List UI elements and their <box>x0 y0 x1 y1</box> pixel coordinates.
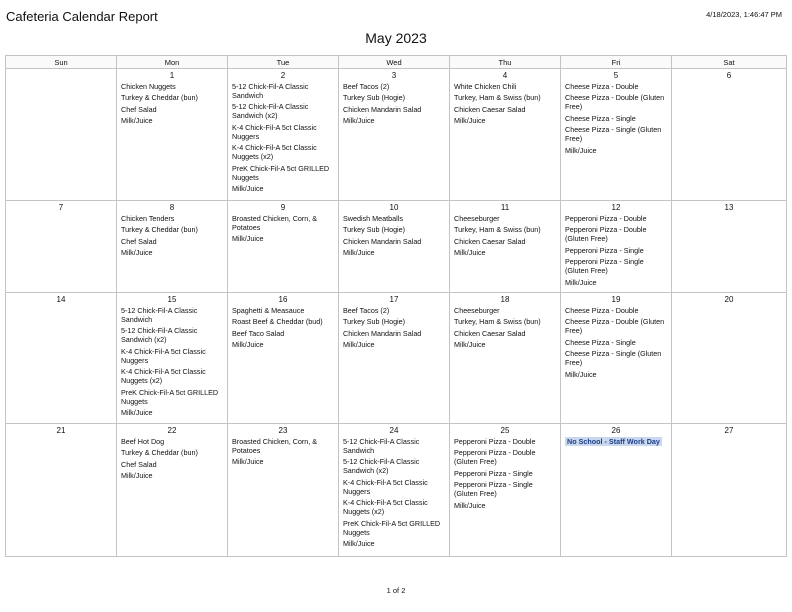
day-number: 13 <box>724 203 734 212</box>
menu-item: K-4 Chick-Fil-A 5ct Classic Nuggers <box>343 477 428 496</box>
menu-item: Milk/Juice <box>121 407 153 417</box>
day-cell <box>6 201 117 293</box>
day-number: 17 <box>389 295 399 304</box>
day-cell <box>117 201 228 293</box>
menu-item: Milk/Juice <box>232 234 264 244</box>
menu-item: Milk/Juice <box>565 145 597 155</box>
day-number: 8 <box>169 203 175 212</box>
menu-item: Milk/Juice <box>454 116 486 126</box>
menu-item: Milk/Juice <box>232 183 264 193</box>
menu-item: Milk/Juice <box>454 500 486 510</box>
menu-item: Roast Beef & Cheddar (bud) <box>232 317 323 327</box>
menu-item: Chicken Caesar Salad <box>454 328 526 338</box>
menu-item: Pepperoni Pizza - Double <box>454 437 536 446</box>
day-cell <box>561 201 672 293</box>
month-title: May 2023 <box>365 30 427 46</box>
weekday-header: Mon <box>117 56 228 69</box>
day-cell <box>339 293 450 424</box>
day-cell <box>450 201 561 293</box>
menu-item: Broasted Chicken, Corn, & Potatoes <box>232 437 318 455</box>
menu-item: Turkey, Ham & Swiss (bun) <box>454 317 541 327</box>
menu-item: Pepperoni Pizza - Double <box>565 214 647 223</box>
menu-item: PreK Chick-Fil-A 5ct GRILLED Nuggets <box>232 163 330 182</box>
day-number: 25 <box>500 426 510 435</box>
day-cell <box>339 69 450 201</box>
menu-item: Milk/Juice <box>121 116 153 126</box>
menu-item: Turkey & Cheddar (bun) <box>121 93 198 103</box>
menu-item: Pepperoni Pizza - Double (Gluten Free) <box>454 448 536 467</box>
weekday-header: Sun <box>6 56 117 69</box>
day-cell <box>6 424 117 557</box>
day-cell <box>561 293 672 424</box>
menu-item: Broasted Chicken, Corn, & Potatoes <box>232 214 318 232</box>
day-cell <box>672 69 787 201</box>
day-number: 19 <box>611 295 621 304</box>
menu-item: Cheese Pizza - Single <box>565 113 636 123</box>
day-cell <box>117 69 228 201</box>
menu-item: Cheeseburger <box>454 306 500 315</box>
day-cell <box>117 293 228 424</box>
calendar-grid <box>5 55 787 557</box>
menu-item: Pepperoni Pizza - Single (Gluten Free) <box>454 480 533 499</box>
menu-item: Turkey, Ham & Swiss (bun) <box>454 93 541 103</box>
day-number: 6 <box>726 71 732 80</box>
day-number: 23 <box>278 426 288 435</box>
day-cell <box>672 424 787 557</box>
menu-item: Turkey & Cheddar (bun) <box>121 448 198 458</box>
menu-item: K-4 Chick-Fil-A 5ct Classic Nuggets (x2) <box>232 143 317 162</box>
page-number: 1 of 2 <box>386 586 406 595</box>
day-cell <box>672 201 787 293</box>
menu-item: Milk/Juice <box>565 277 597 287</box>
day-number: 16 <box>278 295 288 304</box>
day-cell <box>228 69 339 201</box>
menu-item: Milk/Juice <box>232 457 264 467</box>
menu-item: Beef Hot Dog <box>121 437 165 446</box>
weekday-header-row <box>6 56 787 69</box>
day-cell <box>228 424 339 557</box>
menu-item: Cheese Pizza - Single (Gluten Free) <box>565 349 662 368</box>
menu-item: Cheese Pizza - Double (Gluten Free) <box>565 93 665 112</box>
menu-item: Turkey Sub (Hogie) <box>343 225 406 235</box>
weekday-header: Sat <box>672 56 787 69</box>
day-cell <box>450 424 561 557</box>
menu-item: Turkey, Ham & Swiss (bun) <box>454 225 541 235</box>
weekday-header: Fri <box>561 56 672 69</box>
day-cell <box>228 293 339 424</box>
menu-item: Milk/Juice <box>343 538 375 548</box>
day-number: 1 <box>169 71 175 80</box>
day-number: 7 <box>58 203 64 212</box>
day-number: 26 <box>611 426 621 435</box>
menu-item: 5-12 Chick-Fil-A Classic Sandwich (x2) <box>121 326 198 345</box>
menu-item: Cheeseburger <box>454 214 500 223</box>
day-cell <box>672 293 787 424</box>
week-row <box>6 293 787 424</box>
menu-item: PreK Chick-Fil-A 5ct GRILLED Nuggets <box>121 387 219 406</box>
week-row <box>6 201 787 293</box>
menu-item: Milk/Juice <box>565 369 597 379</box>
menu-item: White Chicken Chili <box>454 82 517 91</box>
menu-item: Pepperoni Pizza - Double (Gluten Free) <box>565 225 647 244</box>
weekday-header: Thu <box>450 56 561 69</box>
menu-item: Chicken Tenders <box>121 214 175 223</box>
day-number: 12 <box>611 203 621 212</box>
day-number: 27 <box>724 426 734 435</box>
day-cell <box>6 293 117 424</box>
menu-item: Chicken Caesar Salad <box>454 104 526 114</box>
day-number: 11 <box>500 203 510 212</box>
day-cell <box>450 69 561 201</box>
menu-item: Pepperoni Pizza - Single <box>565 245 644 255</box>
menu-item: Milk/Juice <box>121 471 153 481</box>
no-school-note: No School - Staff Work Day <box>567 437 660 446</box>
menu-item: Milk/Juice <box>343 340 375 350</box>
menu-item: Cheese Pizza - Single (Gluten Free) <box>565 125 662 144</box>
menu-item: Cheese Pizza - Double (Gluten Free) <box>565 317 665 336</box>
menu-item: Turkey Sub (Hogie) <box>343 317 406 327</box>
menu-item: Chef Salad <box>121 459 157 469</box>
day-number: 3 <box>391 71 397 80</box>
weekday-header: Wed <box>339 56 450 69</box>
menu-item: Milk/Juice <box>454 340 486 350</box>
day-number: 14 <box>56 295 66 304</box>
menu-item: K-4 Chick-Fil-A 5ct Classic Nuggers <box>232 122 317 141</box>
menu-item: Pepperoni Pizza - Single <box>454 468 533 478</box>
menu-item: Cheese Pizza - Single <box>565 337 636 347</box>
menu-item: Chicken Nuggets <box>121 82 176 91</box>
menu-item: Milk/Juice <box>343 116 375 126</box>
day-number: 10 <box>389 203 399 212</box>
menu-item: Chicken Mandarin Salad <box>343 104 422 114</box>
day-number: 15 <box>167 295 177 304</box>
day-number: 21 <box>56 426 66 435</box>
menu-item: Cheese Pizza - Double <box>565 306 639 315</box>
menu-item: Milk/Juice <box>343 248 375 258</box>
day-cell <box>339 424 450 557</box>
day-cell <box>117 424 228 557</box>
menu-item: 5-12 Chick-Fil-A Classic Sandwich (x2) <box>232 102 309 121</box>
report-title: Cafeteria Calendar Report <box>6 9 158 24</box>
menu-item: Chef Salad <box>121 104 157 114</box>
menu-item: 5-12 Chick-Fil-A Classic Sandwich <box>232 82 309 100</box>
day-number: 24 <box>389 426 399 435</box>
day-number: 22 <box>167 426 177 435</box>
week-row <box>6 424 787 557</box>
week-row <box>6 69 787 201</box>
menu-item: K-4 Chick-Fil-A 5ct Classic Nuggets (x2) <box>343 498 428 517</box>
day-cell <box>561 69 672 201</box>
day-cell <box>6 69 117 201</box>
menu-item: Beef Tacos (2) <box>343 306 390 315</box>
menu-item: 5-12 Chick-Fil-A Classic Sandwich <box>343 437 420 455</box>
menu-item: 5-12 Chick-Fil-A Classic Sandwich <box>121 306 198 324</box>
day-number: 18 <box>500 295 510 304</box>
menu-item: Milk/Juice <box>454 248 486 258</box>
report-timestamp: 4/18/2023, 1:46:47 PM <box>706 10 782 19</box>
day-cell <box>339 201 450 293</box>
menu-item: Milk/Juice <box>232 340 264 350</box>
menu-item: K-4 Chick-Fil-A 5ct Classic Nuggets (x2) <box>121 367 206 386</box>
menu-item: Milk/Juice <box>121 248 153 258</box>
menu-item: Chicken Mandarin Salad <box>343 236 422 246</box>
day-cell <box>561 424 672 557</box>
menu-item: Cheese Pizza - Double <box>565 82 639 91</box>
day-number: 5 <box>613 71 619 80</box>
menu-item: Beef Tacos (2) <box>343 82 390 91</box>
menu-item: Turkey & Cheddar (bun) <box>121 225 198 235</box>
day-cell <box>228 201 339 293</box>
menu-item: Beef Taco Salad <box>232 328 285 338</box>
menu-item: PreK Chick-Fil-A 5ct GRILLED Nuggets <box>343 518 441 537</box>
menu-item: Chef Salad <box>121 236 157 246</box>
menu-item: 5-12 Chick-Fil-A Classic Sandwich (x2) <box>343 457 420 476</box>
menu-item: Spaghetti & Measauce <box>232 306 305 315</box>
menu-item: Pepperoni Pizza - Single (Gluten Free) <box>565 257 644 276</box>
day-cell <box>450 293 561 424</box>
day-number: 4 <box>502 71 508 80</box>
day-number: 9 <box>280 203 286 212</box>
day-number: 20 <box>724 295 734 304</box>
menu-item: Turkey Sub (Hogie) <box>343 93 406 103</box>
weekday-header: Tue <box>228 56 339 69</box>
day-number: 2 <box>280 71 286 80</box>
menu-item: K-4 Chick-Fil-A 5ct Classic Nuggers <box>121 346 206 365</box>
menu-item: Chicken Caesar Salad <box>454 236 526 246</box>
menu-item: Chicken Mandarin Salad <box>343 328 422 338</box>
menu-item: Swedish Meatballs <box>343 214 403 223</box>
